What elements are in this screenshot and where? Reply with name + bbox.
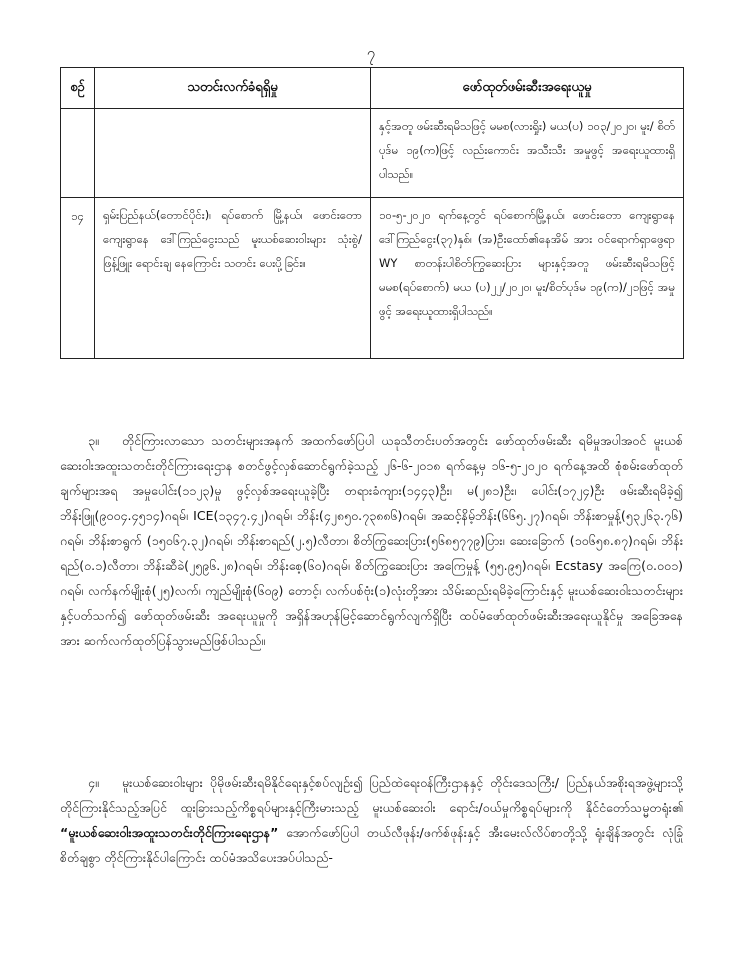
- header-action-taken: ဖော်ထုတ်ဖမ်းဆီးအရေးယူမှု: [371, 68, 684, 109]
- hotline-department-name: “မူးယစ်ဆေးဝါးအထူးသတင်းတိုင်ကြားရေးဌာန”: [60, 825, 279, 840]
- paragraph-3: [60, 428, 683, 653]
- paragraph-text: တိုင်ကြားလာသော သတင်းများအနက် အထက်ဖော်ပြပါ ယခုသီတင်းပတ်အတွင်း ဖော်ထုတ်ဖမ်းဆီး ရမိမှုအပါအဝင် မူးယစ်ဆေးဝါးအထူးသတင်းတိုင်ကြားရေးဌာန စတင်ဖွင့်လှစ်ဆောင်ရွက်ခဲ့သည့် ၂၆-၆-၂၀၁၈ ရက်နေ့မှ ၁၆-၅-၂၀၂၀ ရက်နေ့အထိ စုံစမ်းဖော်ထုတ်ချက်များအရ အမှုပေါင်း(၁၁၂၃)မှု ဖွင့်လှစ်အရေးယူခဲ့ပြီး တရားခံကျား(၁၄၄၃)ဦး၊ မ(၂၈၁)ဦး၊ ပေါင်း(၁၇၂၄)ဦး ဖမ်းဆီးရမိခဲ့၍ ဘိန်းဖြူ(၉၀၀၄.၄၅၁၄)ဂရမ်၊ ICE(၁၃၄၇.၄၂)ဂရမ်၊ ဘိန်း(၄၂၈၅၀.၇၃၈၈၆)ဂရမ်၊ အဆင့်နိမ့်ဘိန်း(၆၆၅.၂၇)ဂရမ်၊ ဘိန်းစာမှုန့်(၅၃၂၆၃.၇၆) ဂရမ်၊ ဘိန်းစာရွက် (၁၅၀၆၇.၃၂)ဂရမ်၊ ဘိန်းစာရည်(၂.၅)လီတာ၊ စိတ်ကြွဆေးပြား(၅၆၈၅၇၇၉)ပြား၊ ဆေးခြောက် (၁၀၆၅၈.၈၇)ဂရမ်၊ ဘိန်းရည်(၀.၁)လီတာ၊ ဘိန်းဆီခဲ(၂၅၉၆.၂၈)ဂရမ်၊ ဘိန်းစေ့(၆၀)ဂရမ်၊ စိတ်ကြွဆေးပြား အကြေမှုန့် (၅၅.၉၅)ဂရမ်၊ Ecstasy အကြေ(၀.၀၀၁) ဂရမ်၊ လက်နက်မျိုးစုံ(၂၅)လက်၊ ကျည်မျိုးစုံ(၆၀၉) တောင့်၊ လက်ပစ်ဗုံး(၁)လုံးတို့အား သိမ်းဆည်းရမိခဲ့ကြောင်းနှင့် မူးယစ်ဆေးဝါးသတင်းများနှင့်ပတ်သက်၍ ဖော်ထုတ်ဖမ်းဆီး အရေးယူမှုကို အရှိန်အဟုန်မြင့်ဆောင်ရွက်လျက်ရှိပြီး ထပ်မံဖော်ထုတ်ဖမ်းဆီးအရေးယူနိုင်မှု အခြေအနေအား ဆက်လက်ထုတ်ပြန်သွားမည်ဖြစ်ပါသည်။: [60, 433, 683, 648]
- header-number: စဉ်: [61, 68, 95, 109]
- paragraph-4: [60, 770, 683, 870]
- row-info-received: ရှမ်းပြည်နယ်(တောင်ပိုင်း)၊ ရပ်စောက် မြို့နယ်၊ ဖောင်းတောကျေးရွာနေ ဒေါ်ကြည်ငွေးသည် မူးယစ်ဆေးဝါးများ သုံးစွဲ/ဖြန့်ဖြူး ရောင်းချ နေကြောင်း သတင်း ပေးပို့ခြင်း။: [95, 198, 371, 359]
- paragraph-number: ၃။: [88, 433, 99, 448]
- paragraph-number: ၄။: [88, 775, 99, 790]
- row-action-taken: ၁၀-၅-၂၀၂၀ ရက်နေ့တွင် ရပ်စောက်မြို့နယ်၊ ဖောင်းတော ကျေးရွာနေ ဒေါ်ကြည်ငွေး(၃၇)နှစ်၊ (အ)ဦးထော်၏နေအိမ် အား ဝင်ရောက်ရှာဖွေရာ WY စာတန်းပါစိတ်ကြွဆေးပြား များနှင့်အတူ ဖမ်းဆီးရမိသဖြင့် မမစ(ရပ်စောက်) မယ (ပ)၂၂/၂၀၂၀၊ မူး/စိတ်ပုဒ်မ ၁၉(က)/၂၁ဖြင့် အမှုဖွင့် အရေးယူထားရှိပါသည်။: [371, 198, 684, 359]
- table-row: [61, 198, 684, 359]
- page-number: ၇: [366, 44, 376, 62]
- paragraph-text: မူးယစ်ဆေးဝါးများ ပိုမိုဖမ်းဆီးရမိနိုင်ရေးနှင့်စပ်လျဉ်း၍ ပြည်ထဲရေးဝန်ကြီးဌာနနှင့် တိုင်းဒေသကြီး/ ပြည်နယ်အစိုးရအဖွဲ့များသို့ တိုင်ကြားနိုင်သည့်အပြင် ထူးခြားသည့်ကိစ္စရပ်များနှင့်ကြီးမားသည့် မူးယစ်ဆေးဝါး ရောင်း/ဝယ်မှုကိစ္စရပ်များကို နိုင်ငံတော်သမ္မတရုံး၏: [60, 775, 683, 815]
- row-action-taken: နှင့်အတူ ဖမ်းဆီးရမိသဖြင့် မမစ(လားရှိုး) မယ(ပ) ၁၀၃/၂၀၂၀၊ မူး/ စိတ်ပုဒ်မ ၁၉(က)ဖြင့် လည်းကောင်း အသီးသီး အမှုဖွင့် အရေးယူထားရှိပါသည်။: [371, 109, 684, 198]
- table-row: [61, 109, 684, 198]
- row-number: ၁၄: [61, 198, 95, 359]
- paragraph-text-continued: အောက်ဖော်ပြပါ တယ်လီဖုန်း/ဖက်စ်ဖုန်းနှင့် အီးမေးလ်လိပ်စာတို့သို့ ရုံးချိန်အတွင်း လုံခြုံစိတ်ချစွာ တိုင်ကြားနိုင်ပါကြောင်း ထပ်မံအသိပေးအပ်ပါသည်-: [60, 825, 683, 865]
- case-report-table: [60, 67, 684, 359]
- header-info-received: သတင်းလက်ခံရရှိမှု: [95, 68, 371, 109]
- table-header-row: [61, 68, 684, 109]
- row-info-received: [95, 109, 371, 198]
- row-number: [61, 109, 95, 198]
